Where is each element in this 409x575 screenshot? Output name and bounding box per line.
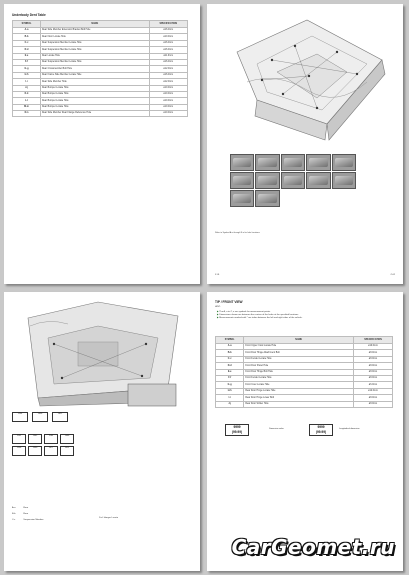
page-4-heading: TIP / FRONT VIEW xyxy=(215,300,243,304)
column-header-symbol: SYMBOL xyxy=(216,337,244,344)
detail-thumbnail xyxy=(255,154,279,171)
table-cell-name: Front Fender Locate Hole xyxy=(244,356,354,362)
legend-symbol: C-c xyxy=(12,519,16,521)
legend-symbol: B-b xyxy=(12,513,16,515)
table-cell-spec: ø8.0mm xyxy=(354,369,393,375)
note-marker-icon: ▶ xyxy=(217,311,220,313)
legend-right-item xyxy=(99,517,118,520)
detail-thumbnail xyxy=(306,172,330,189)
table-cell-symbol: F-f xyxy=(216,375,244,381)
table-cell-name: Front Door Panel Hole xyxy=(244,363,354,369)
hint-note-text: Dimensions shown are between the centers of the holes at the specified locations. xyxy=(219,314,299,316)
table-cell-name: Front Upper Cowl Locate Hole xyxy=(244,344,354,350)
dimension-value-box: 1406 xyxy=(60,434,74,444)
symbol-box-longitudinal: 9999 (99.99) xyxy=(309,424,333,436)
hint-note-text: Measurements marked with * are taken between the left and right sides of the vehicle. xyxy=(219,317,303,319)
legend-item xyxy=(12,507,28,510)
page-1-heading: Underbody Dent Table xyxy=(12,13,46,17)
table-cell-symbol: C-c xyxy=(13,40,41,46)
table-cell-symbol: N-n xyxy=(13,111,41,117)
legend-right-symbol: D-d xyxy=(99,517,103,519)
table-cell-name: Rear Door Hinge Lower Bolt xyxy=(244,395,354,401)
table-cell-name: Rear Door Striker Hole xyxy=(244,401,354,407)
note-marker-icon: ▶ xyxy=(217,317,220,319)
dimension-value-box: 1258 xyxy=(12,446,26,456)
rear-body-3d-diagram xyxy=(217,12,393,152)
dimension-value-box: 1311 xyxy=(60,446,74,456)
table-cell-name: Rear Suspension Member Locate Hole xyxy=(41,47,150,53)
symbol-box-dimension: 9999 (99.99) xyxy=(225,424,249,436)
table-cell-spec: ø10.0mm xyxy=(149,85,188,91)
table-cell-name: Rear Floor Locate Hole xyxy=(41,34,150,40)
detail-thumbnail xyxy=(281,172,305,189)
table-cell-symbol: D-d xyxy=(216,363,244,369)
column-header-name: NAME xyxy=(244,337,354,344)
table-cell-name: Rear Suspension Member Locate Hole xyxy=(41,59,150,65)
table-cell-symbol: E-e xyxy=(216,369,244,375)
dimension-value-box: 1477 xyxy=(44,446,58,456)
page-4-notes xyxy=(217,311,395,320)
table-cell-name: Front Inner Locate Hole xyxy=(244,382,354,388)
table-cell-spec: ø8.0mm xyxy=(354,395,393,401)
legend-name: Rear xyxy=(23,513,29,515)
table-row xyxy=(216,401,393,407)
table-cell-spec: ø8.0mm xyxy=(354,356,393,362)
column-header-symbol: SYMBOL xyxy=(13,21,41,28)
table-cell-spec: ø16.0mm xyxy=(149,47,188,53)
detail-thumbnail xyxy=(306,154,330,171)
table-cell-spec: ø8.0mm xyxy=(354,350,393,356)
legend-name: Suspension Member xyxy=(23,519,44,521)
table-cell-symbol: B-b xyxy=(13,34,41,40)
dimension-value-box: 1342 xyxy=(28,434,42,444)
dimension-value-box: 1456 xyxy=(32,412,48,422)
table-cell-spec: ø6.0mm xyxy=(354,382,393,388)
table-cell-symbol: A-a xyxy=(13,28,41,34)
table-cell-name: Rear Door Hinge Locate Hole xyxy=(244,388,354,394)
page-2 xyxy=(207,4,403,284)
dimension-value-box: 1621 xyxy=(52,412,68,422)
table-cell-spec: ø16.0mm xyxy=(149,59,188,65)
table-cell-spec: ø10.0mm xyxy=(149,111,188,117)
table-cell-spec: ø10.0mm xyxy=(149,91,188,97)
hint-note xyxy=(217,317,395,320)
note-marker-icon: ▶ xyxy=(217,314,220,316)
dimension-value-box: 1530 xyxy=(28,446,42,456)
detail-thumbnail xyxy=(230,172,254,189)
table-cell-spec: ø10.0mm xyxy=(149,104,188,110)
table-cell-name: Rear Crossmember Bolt Hole xyxy=(41,66,150,72)
table-cell-symbol: I-i xyxy=(216,395,244,401)
legend-item xyxy=(12,519,43,522)
table-cell-name: Rear Side Member Rear Flange Reference Hole xyxy=(41,111,150,117)
table-cell-symbol: B-b xyxy=(216,350,244,356)
table-cell-symbol: J-j xyxy=(13,85,41,91)
table-cell-name: Rear Locate Hole xyxy=(41,53,150,59)
table-cell-symbol: G-g xyxy=(216,382,244,388)
legend-right-name: Hanger Locate xyxy=(103,517,119,519)
table-cell-symbol: E-e xyxy=(13,53,41,59)
legend-name: Rear xyxy=(23,507,29,509)
table-cell-symbol: H-h xyxy=(13,72,41,78)
table-cell-spec: ø8.0mm xyxy=(354,401,393,407)
page-2-footer-right: Z-02 xyxy=(390,274,395,276)
table-cell-name: Rear Bumper Locate Hole xyxy=(41,91,150,97)
table-cell-spec: ø8.0mm xyxy=(354,375,393,381)
symbol-box-dimension-label: Dimension value xyxy=(269,428,284,430)
symbol-box-longitudinal-label: Longitudinal dimension xyxy=(339,428,360,430)
table-cell-name: Rear Suspension Member Locate Hole xyxy=(41,40,150,46)
table-cell-spec: ø12.0mm xyxy=(354,388,393,394)
legend-item xyxy=(12,513,28,516)
legend-symbol: A-a xyxy=(12,507,16,509)
page-4-reference-table xyxy=(215,336,393,408)
table-cell-spec: ø16.0mm xyxy=(149,72,188,78)
dimension-value-box: 1189 xyxy=(44,434,58,444)
table-cell-spec: ø12.0mm xyxy=(149,79,188,85)
table-cell-symbol: I-i xyxy=(13,79,41,85)
page-4-subheading: HINT: xyxy=(215,306,221,308)
page-1-reference-table xyxy=(12,20,188,117)
table-cell-spec: ø10.0mm xyxy=(149,34,188,40)
page-3 xyxy=(4,292,200,571)
table-row xyxy=(13,111,188,117)
detail-thumbnail xyxy=(255,190,279,207)
table-cell-symbol: J-j xyxy=(216,401,244,407)
detail-thumbnail xyxy=(230,154,254,171)
detail-thumbnail xyxy=(255,172,279,189)
detail-thumbnail xyxy=(332,172,356,189)
column-header-name: NAME xyxy=(41,21,150,28)
table-cell-spec: ø16.0mm xyxy=(149,40,188,46)
detail-thumbnail xyxy=(281,154,305,171)
table-cell-symbol: F-f xyxy=(13,59,41,65)
dimension-value-box: 1102 xyxy=(12,434,26,444)
cargeometry-watermark-logo: CarGeomet.ru xyxy=(231,535,395,559)
table-cell-spec: ø12.0mm xyxy=(149,66,188,72)
page-2-footer-left: Z-01 xyxy=(215,274,220,276)
hint-note-text: The A, a to Z, z are symbols for measurement points. xyxy=(219,311,271,313)
table-cell-symbol: M-m xyxy=(13,104,41,110)
table-header-row xyxy=(216,337,393,344)
table-cell-name: Front Door Hinge Attachment Bolt xyxy=(244,350,354,356)
thumbnail-caption: Refer to Symbol A-a through N-n for hole locations xyxy=(215,232,260,234)
table-cell-name: Rear Side Member Extension Bracket Bolt Hole xyxy=(41,28,150,34)
table-cell-symbol: L-l xyxy=(13,98,41,104)
table-cell-spec: ø10.0mm xyxy=(354,344,393,350)
table-cell-name: Rear Bumper Locate Hole xyxy=(41,85,150,91)
table-cell-spec: ø10.0mm xyxy=(149,98,188,104)
page-4 xyxy=(207,292,403,571)
rear-cargo-diagram xyxy=(18,298,186,408)
detail-thumbnail xyxy=(332,154,356,171)
detail-thumbnail-grid xyxy=(230,154,380,207)
table-cell-symbol: K-k xyxy=(13,91,41,97)
table-cell-spec: ø8.0mm xyxy=(354,363,393,369)
table-header-row xyxy=(13,21,188,28)
table-cell-spec: ø11.0mm xyxy=(149,53,188,59)
table-cell-name: Rear Side Member Hole xyxy=(41,79,150,85)
column-header-spec: SPECIFICATION xyxy=(149,21,188,28)
dimension-value-box: 1234 xyxy=(12,412,28,422)
page-1 xyxy=(4,4,200,284)
table-cell-name: Rear Frame Side Member Locate Hole xyxy=(41,72,150,78)
table-cell-symbol: C-c xyxy=(216,356,244,362)
table-cell-symbol: A-a xyxy=(216,344,244,350)
table-cell-spec: ø16.0mm xyxy=(149,28,188,34)
column-header-spec: SPECIFICATION xyxy=(354,337,393,344)
table-cell-symbol: D-d xyxy=(13,47,41,53)
table-cell-name: Front Door Hinge Bolt Hole xyxy=(244,369,354,375)
table-cell-symbol: H-h xyxy=(216,388,244,394)
table-cell-name: Front Fender Locate Hole xyxy=(244,375,354,381)
table-cell-symbol: G-g xyxy=(13,66,41,72)
table-cell-name: Rear Bumper Locate Hole xyxy=(41,104,150,110)
table-cell-name: Rear Bumper Locate Hole xyxy=(41,98,150,104)
detail-thumbnail xyxy=(230,190,254,207)
